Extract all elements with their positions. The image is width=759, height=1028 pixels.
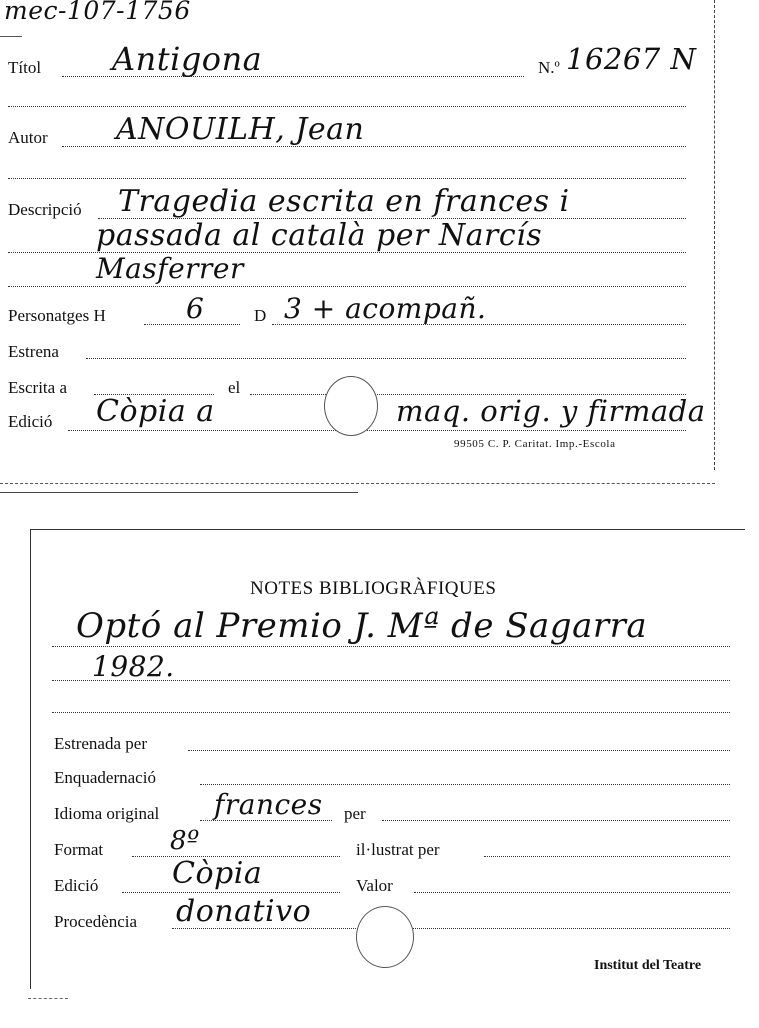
estrena-field	[86, 358, 686, 359]
notes-line-1: Optó al Premio J. Mª de Sagarra	[76, 606, 648, 646]
edicio-label: Edició	[8, 412, 53, 431]
escrita-label: Escrita a	[8, 378, 67, 397]
procedencia-label: Procedència	[54, 912, 138, 931]
personatges-h-value: 6	[186, 292, 205, 325]
edicio-value-right: maq. orig. y firmada	[396, 394, 706, 428]
descripcio-line-2: passada al català per Narcís	[96, 218, 543, 253]
card-corner-mark	[0, 36, 22, 37]
idioma-label: Idioma original	[54, 804, 160, 823]
notes-line-2: 1982.	[92, 650, 175, 683]
card2-top-edge	[30, 529, 745, 530]
estrenada-field	[188, 750, 730, 751]
numero-label: N.º	[538, 58, 560, 77]
descripcio-label: Descripció	[8, 200, 82, 219]
estrena-label: Estrena	[8, 342, 59, 361]
card1-right-edge	[714, 0, 715, 470]
idioma-value: frances	[214, 788, 323, 821]
edicio-value-left: Còpia a	[96, 394, 215, 429]
card2-left-edge	[30, 529, 31, 989]
titol-value: Antigona	[112, 40, 263, 78]
descripcio-line-3: Masferrer	[96, 252, 244, 285]
card2-tear-edge	[0, 492, 358, 493]
valor-label: Valor	[356, 876, 393, 895]
notes-heading: NOTES BIBLIOGRÀFIQUES	[250, 578, 497, 599]
card1-bottom-edge	[0, 483, 715, 484]
valor-field	[414, 892, 730, 893]
autor-value: ANOUILH, Jean	[116, 112, 365, 147]
punch-hole-notes	[356, 906, 414, 968]
descripcio-line-1: Tragedia escrita en frances i	[118, 184, 570, 219]
numero-value: 16267 N	[566, 42, 697, 76]
idioma-per-label: per	[344, 804, 366, 823]
enquadernacio-field	[200, 784, 730, 785]
punch-hole	[324, 376, 378, 436]
enquadernacio-label: Enquadernació	[54, 768, 156, 787]
estrenada-label: Estrenada per	[54, 734, 147, 753]
titol-label: Títol	[8, 58, 42, 77]
edicio-value-notes: Còpia	[172, 856, 263, 891]
illustrat-label: il·lustrat per	[356, 840, 440, 859]
procedencia-value: donativo	[176, 894, 312, 929]
escrita-el-label: el	[228, 378, 241, 397]
card2-bottom-mark	[28, 998, 68, 999]
personatges-d-value: 3 + acompañ.	[284, 292, 487, 325]
reference-code: mec-107-1756	[4, 0, 191, 25]
format-label: Format	[54, 840, 104, 859]
edicio-label-notes: Edició	[54, 876, 99, 895]
autor-label: Autor	[8, 128, 48, 147]
printer-imprint: 99505 C. P. Caritat. Imp.-Escola	[454, 438, 616, 450]
personatges-label: Personatges H	[8, 306, 106, 325]
personatges-d-label: D	[254, 306, 267, 325]
institution-name: Institut del Teatre	[594, 958, 702, 973]
format-value: 8º	[170, 826, 200, 856]
